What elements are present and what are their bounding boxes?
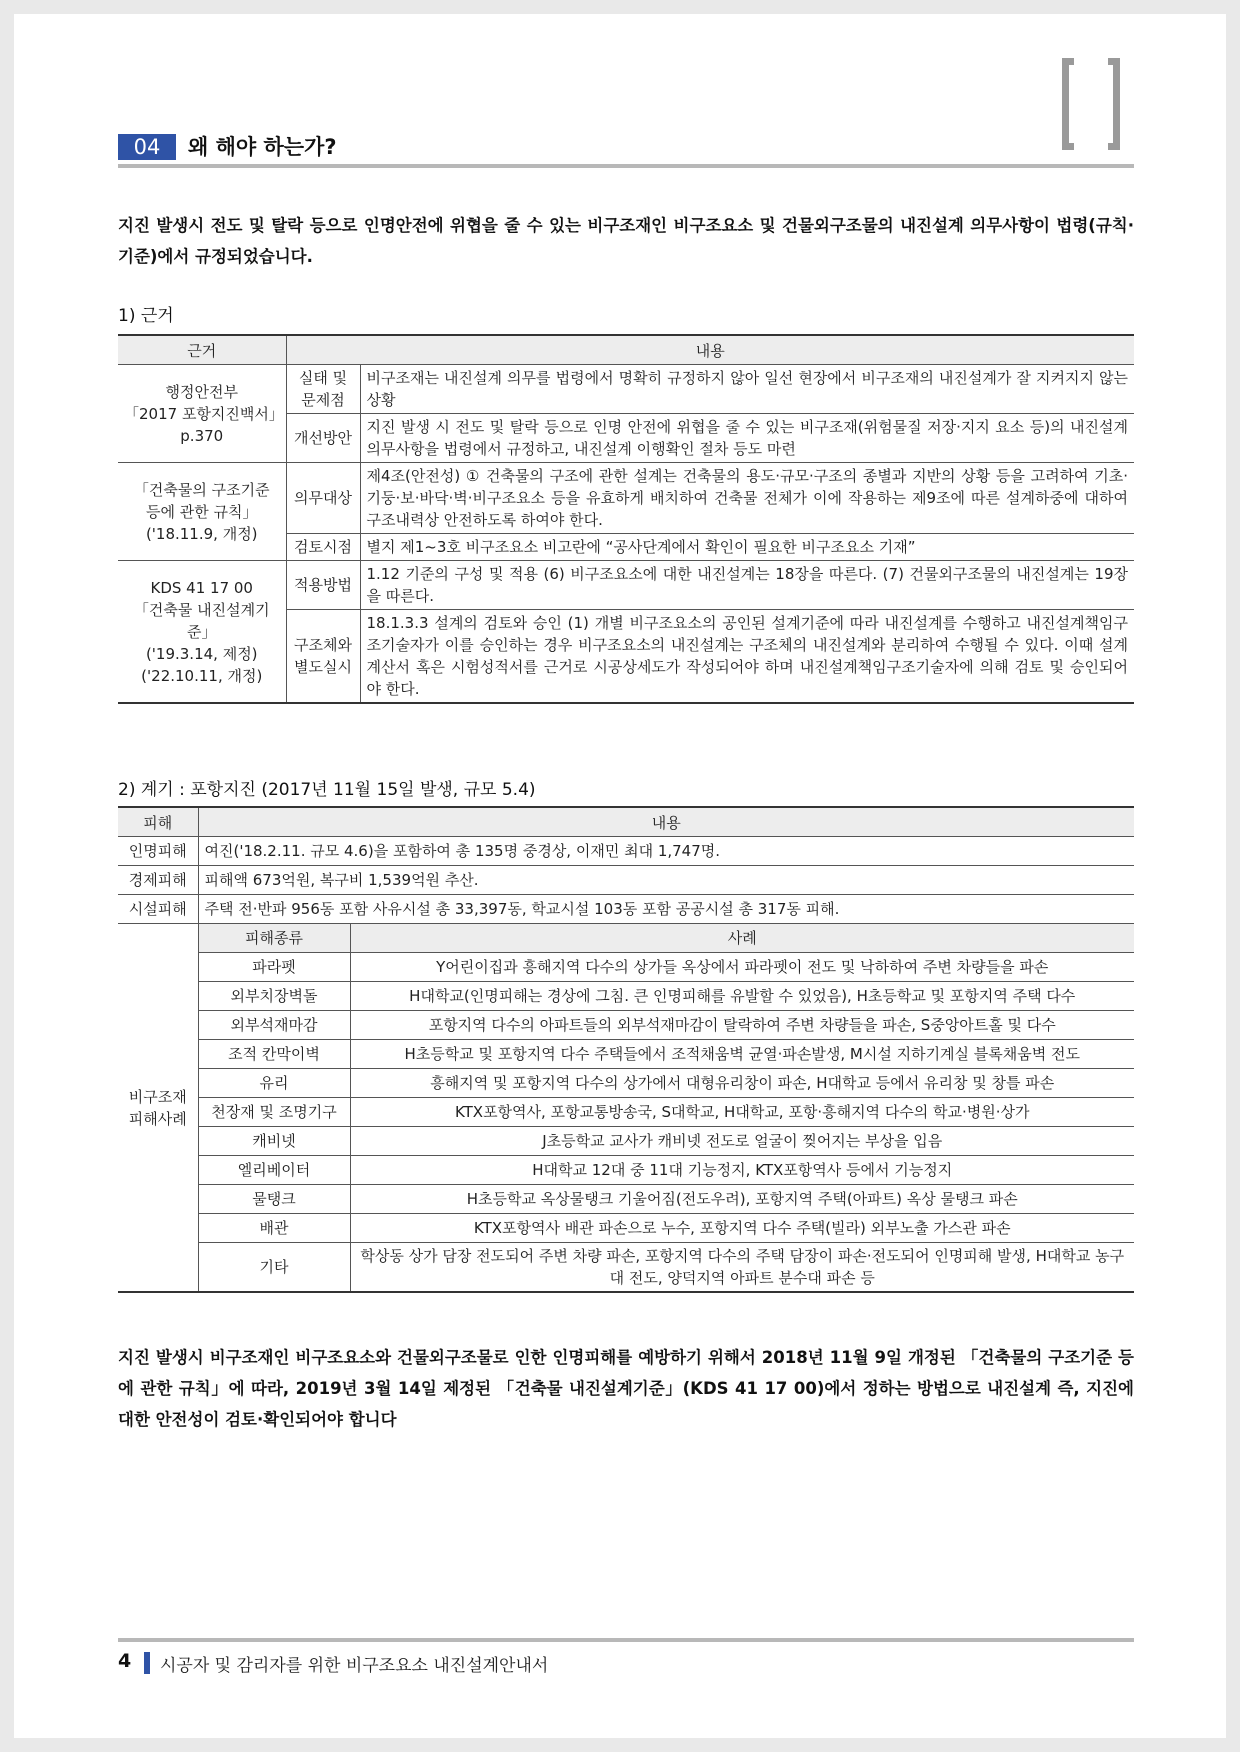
damage-label: 경제피해 — [118, 866, 198, 895]
basis-label: 개선방안 — [286, 414, 360, 463]
content-col-header: 내용 — [286, 335, 1134, 365]
basis-text: 제4조(안전성) ① 건축물의 구조에 관한 설계는 건축물의 용도·규모·구조의 종별과 지반의 상황 등을 고려하여 기초·기둥·보·바닥·벽·비구조요소 등을 유효하게 배치하여 건축물 전체가 이에 작용하는 제9조에 따른 설계하중에 대하여 구조내력상 안전하도록 하여야 한다. — [360, 463, 1134, 534]
trigger-heading: 2) 계기 : 포항지진 (2017년 11월 15일 발생, 규모 5.4) — [118, 780, 536, 800]
intro-paragraph: 지진 발생시 전도 및 탈락 등으로 인명안전에 위협을 줄 수 있는 비구조재인 비구조요소 및 건물외구조물의 내진설계 의무사항이 법령(규칙·기준)에서 규정되었습니다. — [118, 216, 1134, 266]
basis-source: 행정안전부 「2017 포항지진백서」 p.370 — [118, 365, 286, 463]
basis-label: 적용방법 — [286, 561, 360, 610]
section-title: 왜 해야 하는가? — [188, 135, 337, 159]
cases-header-row — [118, 924, 1134, 953]
basis-source: 「건축물의 구조기준 등에 관한 규칙」 ('18.11.9, 개정) — [118, 463, 286, 561]
case-text: H초등학교 및 포항지역 다수 주택들에서 조적채움벽 균열·파손발생, M시설 지하기계실 블록채움벽 전도 — [350, 1040, 1134, 1069]
basis-source: KDS 41 17 00 「건축물 내진설계기준」 ('19.3.14, 제정) ('22.10.11, 개정) — [118, 561, 286, 704]
basis-text: 1.12 기준의 구성 및 적용 (6) 비구조요소에 대한 내진설계는 18장을 따른다. (7) 건물외구조물의 내진설계는 19장을 따른다. — [360, 561, 1134, 610]
table-row — [118, 895, 1134, 924]
case-text: H대학교 12대 중 11대 기능정지, KTX포항역사 등에서 기능정지 — [350, 1156, 1134, 1185]
case-text: H대학교(인명피해는 경상에 그침. 큰 인명피해를 유발할 수 있었음), H초등학교 및 포항지역 주택 다수 — [350, 982, 1134, 1011]
case-text: KTX포항역사, 포항교통방송국, S대학교, H대학교, 포항·흥해지역 다수의 학교·병원·상가 — [350, 1098, 1134, 1127]
table-row — [118, 866, 1134, 895]
damage-label: 시설피해 — [118, 895, 198, 924]
table-row — [118, 982, 1134, 1011]
page-number: 4 — [118, 1650, 132, 1672]
table-row — [118, 561, 1134, 610]
case-type: 유리 — [198, 1069, 350, 1098]
damage-text: 주택 전·반파 956동 포함 사유시설 총 33,397동, 학교시설 103동 포함 공공시설 총 317동 피해. — [198, 895, 1134, 924]
basis-text: 별지 제1~3호 비구조요소 비고란에 “공사단계에서 확인이 필요한 비구조요소 기재” — [360, 534, 1134, 561]
case-text: Y어린이집과 흥해지역 다수의 상가들 옥상에서 파라펫이 전도 및 낙하하여 주변 차량들을 파손 — [350, 953, 1134, 982]
section-header — [118, 134, 1134, 164]
basis-label: 검토시점 — [286, 534, 360, 561]
basis-heading: 1) 근거 — [118, 306, 174, 326]
section-number: 04 — [118, 134, 176, 160]
basis-text: 18.1.3.3 설계의 검토와 승인 (1) 개별 비구조요소의 공인된 설계기준에 따라 내진설계를 수행하고 내진설계책임구조기술자가 이를 승인하는 경우 비구조요소의 내진설계는 구조체의 내진설계와 분리하여 수행될 수 있다. 이때 설계계산서 혹은 시험성적서를 근거로 시공상세도가 작성되어야 하며 내진설계책임구조기술자에 의해 검토 및 승인되어야 한다. — [360, 610, 1134, 704]
basis-table — [118, 334, 1134, 704]
table-row — [118, 1156, 1134, 1185]
footer-accent-bar — [144, 1652, 150, 1674]
damage-label: 인명피해 — [118, 837, 198, 866]
table-row — [118, 1098, 1134, 1127]
case-type: 천장재 및 조명기구 — [198, 1098, 350, 1127]
table-row — [118, 1040, 1134, 1069]
table-row — [118, 463, 1134, 534]
document-page — [14, 14, 1226, 1738]
case-text: J초등학교 교사가 캐비넷 전도로 얼굴이 찢어지는 부상을 입음 — [350, 1127, 1134, 1156]
case-header: 사례 — [350, 924, 1134, 953]
case-text: 포항지역 다수의 아파트들의 외부석재마감이 탈락하여 주변 차량들을 파손, S중앙아트홀 및 다수 — [350, 1011, 1134, 1040]
table-row — [118, 1185, 1134, 1214]
basis-label: 의무대상 — [286, 463, 360, 534]
basis-text: 지진 발생 시 전도 및 탈락 등으로 인명 안전에 위협을 줄 수 있는 비구조재(위험물질 저장·지지 요소 등)의 내진설계 의무사항을 법령에서 규정하고, 내진설계 이행확인 절차 등도 마련 — [360, 414, 1134, 463]
table-row — [118, 1214, 1134, 1243]
case-type: 배관 — [198, 1214, 350, 1243]
case-type: 외부치장벽돌 — [198, 982, 350, 1011]
cases-label: 비구조재 피해사례 — [118, 924, 198, 1293]
table-row — [118, 1011, 1134, 1040]
conclusion-paragraph: 지진 발생시 비구조재인 비구조요소와 건물외구조물로 인한 인명피해를 예방하기 위해서 2018년 11월 9일 개정된 「건축물의 구조기준 등에 관한 규칙」에 따라, 2019년 3월 14일 제정된 「건축물 내진설계기준」(KDS 41 17 00)에서 정하는 방법으로 내진설계 즉, 지진에 대한 안전성이 검토·확인되어야 합니다 — [118, 1348, 1134, 1429]
damage-table — [118, 806, 1134, 1293]
content-col-header: 내용 — [198, 807, 1134, 837]
basis-col-header: 근거 — [118, 335, 286, 365]
case-type: 물탱크 — [198, 1185, 350, 1214]
case-type-header: 피해종류 — [198, 924, 350, 953]
damage-text: 여진('18.2.11. 규모 4.6)을 포함하여 총 135명 중경상, 이재민 최대 1,747명. — [198, 837, 1134, 866]
table-row — [118, 1243, 1134, 1293]
case-type: 외부석재마감 — [198, 1011, 350, 1040]
basis-header-row — [118, 335, 1134, 365]
table-row — [118, 837, 1134, 866]
case-type: 기타 — [198, 1243, 350, 1293]
basis-label: 실태 및 문제점 — [286, 365, 360, 414]
case-text: 흥해지역 및 포항지역 다수의 상가에서 대형유리창이 파손, H대학교 등에서 유리창 및 창틀 파손 — [350, 1069, 1134, 1098]
case-text: 학상동 상가 담장 전도되어 주변 차량 파손, 포항지역 다수의 주택 담장이 파손·전도되어 인명피해 발생, H대학교 농구대 전도, 양덕지역 아파트 분수대 파손 등 — [350, 1243, 1134, 1293]
table-row — [118, 1127, 1134, 1156]
case-type: 파라펫 — [198, 953, 350, 982]
case-text: H초등학교 옥상물탱크 기울어짐(전도우려), 포항지역 주택(아파트) 옥상 물탱크 파손 — [350, 1185, 1134, 1214]
table-row — [118, 365, 1134, 414]
case-text: KTX포항역사 배관 파손으로 누수, 포항지역 다수 주택(빌라) 외부노출 가스관 파손 — [350, 1214, 1134, 1243]
case-type: 캐비넷 — [198, 1127, 350, 1156]
damage-header-row — [118, 807, 1134, 837]
basis-text: 비구조재는 내진설계 의무를 법령에서 명확히 규정하지 않아 일선 현장에서 비구조재의 내진설계가 잘 지켜지지 않는 상황 — [360, 365, 1134, 414]
case-type: 엘리베이터 — [198, 1156, 350, 1185]
section-divider — [118, 164, 1134, 168]
case-type: 조적 칸막이벽 — [198, 1040, 350, 1069]
footer-title: 시공자 및 감리자를 위한 비구조요소 내진설계안내서 — [160, 1656, 549, 1676]
basis-label: 구조체와 별도실시 — [286, 610, 360, 704]
footer-divider — [118, 1638, 1134, 1642]
table-row — [118, 953, 1134, 982]
damage-col-header: 피해 — [118, 807, 198, 837]
damage-text: 피해액 673억원, 복구비 1,539억원 추산. — [198, 866, 1134, 895]
table-row — [118, 1069, 1134, 1098]
